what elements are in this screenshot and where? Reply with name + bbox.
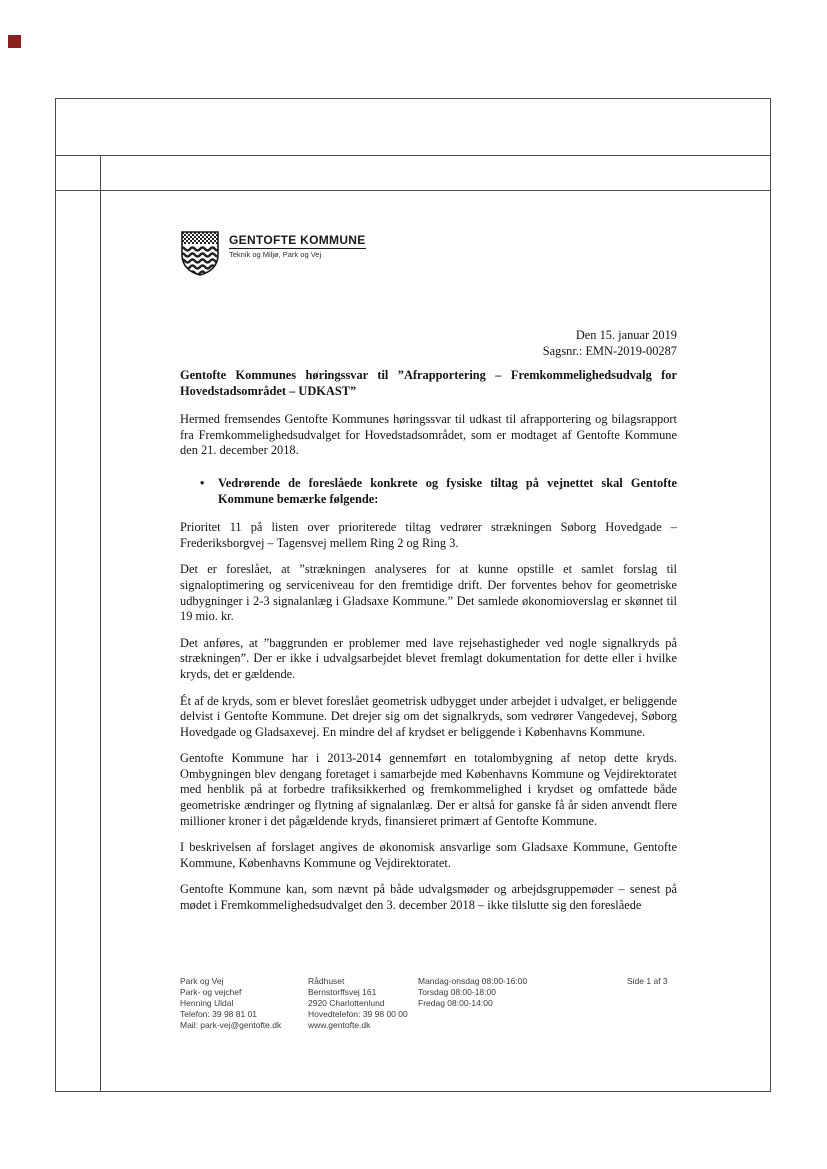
letter-paragraph: Gentofte Kommune kan, som nævnt på både udvalgsmøder og arbejdsgruppemøder – senest på mødet i Fremkommelighedsudvalget den 3. december 2018 – ikke tilslutte sig den foreslåede — [180, 882, 677, 913]
footer-line: Mail: park-vej@gentofte.dk — [180, 1020, 282, 1030]
footer-line: Mandag-onsdag 08:00-16:00 — [418, 976, 528, 986]
footer-contact-column — [180, 976, 308, 1031]
date-block — [180, 328, 677, 359]
footer-line: Park og Vej — [180, 976, 224, 986]
footer-line: Hovedtelefon: 39 98 00 00 — [308, 1009, 408, 1019]
footer-line: www.gentofte.dk — [308, 1020, 371, 1030]
letter-title: Gentofte Kommunes høringssvar til ”Afrapportering – Fremkommelighedsudvalg for Hovedstadsområdet – UDKAST” — [180, 368, 677, 398]
letter-paragraph: Gentofte Kommune har i 2013-2014 gennemført en totalombygning af netop dette kryds. Ombygningen blev dengang foretaget i samarbejde med Københavns Kommune og Vejdirektoratet med henblik på at forbedre trafiksikkerhed og fremkommelighed i krydset og omfattede både geometriske ændringer og flytning af signalanlæg. Der er altså for ganske få år siden anvendt flere millioner kroner i det pågældende kryds, finansieret primært af Gentofte Kommune. — [180, 751, 677, 828]
footer-line: Rådhuset — [308, 976, 345, 986]
letter-paragraph: Ét af de kryds, som er blevet foreslået geometrisk udbygget under arbejdet i udvalget, er beliggende delvist i Gentofte Kommune. Det drejer sig om det signalkryds, som vedrører Vangedevej, Søborg Hovedgade og Gladsaxevej. En mindre del af krydset er beliggende i Københavns Kommune. — [180, 693, 677, 739]
letter-footer — [180, 976, 740, 1031]
footer-line: Henning Uldal — [180, 998, 234, 1008]
page-corner-mark — [8, 35, 21, 48]
letter-paragraph: Det er foreslået, at ”strækningen analyseres for at kunne opstille et samlet forslag til signaloptimering og serviceniveau for den fremtidige drift. Der forventes behov for geometriske udbygninger i 2-3 signalanlæg i Gladsaxe Kommune.” Det samlede økonomioverslag er skønnet til 19 mio. kr. — [180, 562, 677, 624]
bullet-item — [180, 476, 677, 507]
footer-line: Telefon: 39 98 81 01 — [180, 1009, 258, 1019]
footer-line: Torsdag 08:00-18:00 — [418, 987, 496, 997]
footer-hours-column — [418, 976, 627, 1031]
bullet-icon: • — [200, 475, 205, 490]
letter-page — [100, 190, 770, 1090]
footer-line: 2920 Charlottenlund — [308, 998, 385, 1008]
letter-paragraph: Det anføres, at ”baggrunden er problemer med lave rejsehastigheder ved nogle signalkryds på strækningen”. Der er ikke i udvalgsarbejdet blevet fremlagt dokumentation for dette eller i hvilke kryds, det er gældende. — [180, 635, 677, 681]
letter-date: Den 15. januar 2019 — [575, 328, 677, 342]
org-name: GENTOFTE KOMMUNE — [229, 233, 366, 247]
page-number: Side 1 af 3 — [627, 976, 668, 986]
gentofte-coat-of-arms-icon — [180, 230, 220, 277]
bullet-text: Vedrørende de foreslåede konkrete og fysiske tiltag på vejnettet skal Gentofte Kommune bemærke følgende: — [218, 475, 677, 506]
footer-line: Bernstorffsvej 161 — [308, 987, 377, 997]
footer-line: Park- og vejchef — [180, 987, 242, 997]
letter-paragraph: Prioritet 11 på listen over prioriterede tiltag vedrører strækningen Søborg Hovedgade – Frederiksborgvej – Tagensvej mellem Ring 2 og Ring 3. — [180, 520, 677, 550]
org-department: Teknik og Miljø, Park og Vej — [229, 250, 322, 259]
letter-body — [180, 368, 677, 925]
letter-paragraph: I beskrivelsen af forslaget angives de økonomisk ansvarlige som Gladsaxe Kommune, Gentofte Kommune, Københavns Kommune og Vejdirektoratet. — [180, 840, 677, 870]
letter-intro: Hermed fremsendes Gentofte Kommunes høringssvar til udkast til afrapportering og bilagsrapport fra Fremkommelighedsudvalget for Hovedstadsområdet, som er modtaget af Gentofte Kommune den 21. december 2018. — [180, 412, 677, 458]
letterhead-text — [229, 230, 366, 259]
letterhead — [180, 230, 366, 277]
frame-divider-top — [56, 155, 770, 156]
footer-address-column — [308, 976, 418, 1031]
case-number: Sagsnr.: EMN-2019-00287 — [542, 343, 677, 358]
footer-line: Fredag 08:00-14:00 — [418, 998, 493, 1008]
